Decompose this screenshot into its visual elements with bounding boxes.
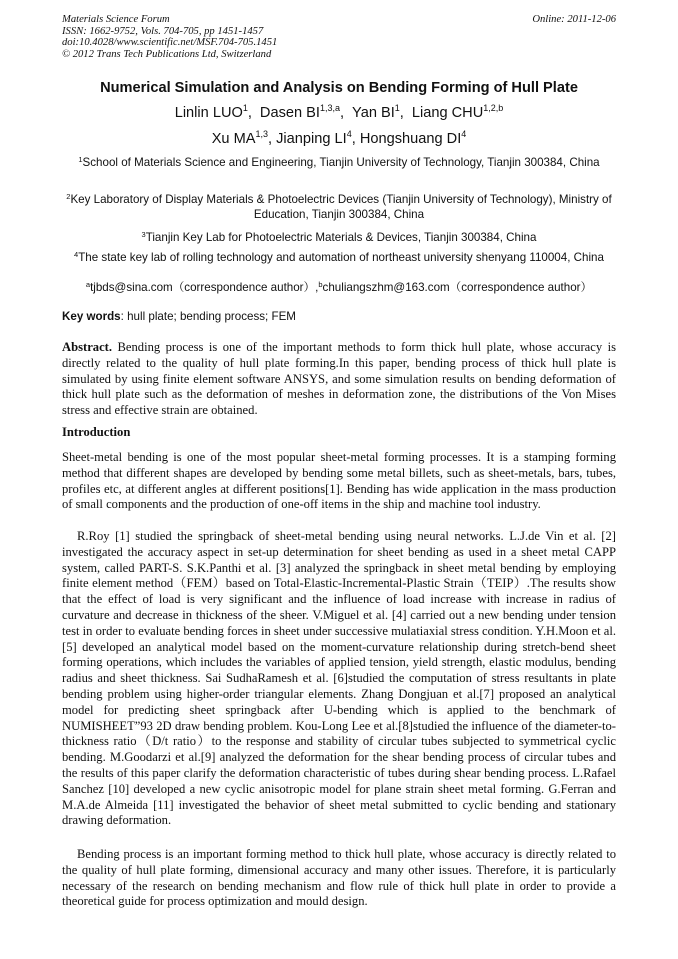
affiliation-text: School of Materials Science and Engineering, Tianjin University of Technology, Tianjin 300384, China [82, 156, 600, 169]
intro-paragraph-3: Bending process is an important forming method to thick hull plate, whose accuracy is directly related to the quality of hull plate forming, dimensional accuracy and many other issues. Therefore, it is particularly necessary of the research on bending mechanism and flow rule of thick hull plate in order to provide a theoretical guide for process optimization and mould design. [62, 847, 616, 909]
paper-title: Numerical Simulation and Analysis on Bending Forming of Hull Plate [100, 80, 578, 96]
abstract [62, 340, 616, 419]
author-name: Yan BI [352, 105, 395, 121]
author-sup: 1 [242, 103, 248, 113]
section-heading-introduction: Introduction [62, 425, 131, 439]
author-sup: 1,3,a [319, 103, 340, 113]
affiliation-1 [62, 155, 616, 170]
affiliation-text: Key Laboratory of Display Materials & Photoelectric Devices (Tianjin University of Technology), Ministry of Education, Tianjin 300384, China [70, 193, 612, 221]
journal-name: Materials Science Forum [62, 14, 170, 25]
author-sup: 1 [394, 103, 400, 113]
author-line-1: Linlin LUO$^1$, Dasen BI$^{1,3,a}$, Yan $BI^1$, Liang CHU$^{1,2,b}$ [174, 103, 504, 121]
affiliation-sup: 1 [78, 155, 83, 164]
online-date: Online: 2011-12-06 [532, 14, 616, 25]
journal-header [62, 14, 616, 60]
affiliation-sup: 3 [141, 230, 146, 239]
keywords-text: hull plate; bending process; FEM [127, 310, 296, 323]
keywords [62, 310, 616, 323]
email-sup-b: b [318, 280, 323, 289]
author-sup: 4 [346, 129, 352, 139]
issn-line: ISSN: 1662-9752, Vols. 704-705, pp 1451-1457 [62, 25, 264, 37]
author-sup: 1,3 [255, 129, 269, 139]
author-name: Liang CHU [411, 105, 484, 121]
doi-line: doi:10.4028/www.scientific.net/MSF.704-705.1451 [62, 37, 278, 49]
affiliation-2 [62, 192, 616, 222]
abstract-text: Bending process is one of the important methods to form thick hull plate, whose accuracy is directly related to the quality of hull plate forming.In this paper, bending process of thick hull plate is simulated by using finite element software ANSYS, and some simulation results on bending deformation of thick hull plate such as the deformation of meshes in deformation zone, the distributions of the Von Mises stress and effective strain are obtained. [62, 340, 616, 418]
author-name: Linlin LUO [174, 105, 243, 121]
affiliation-sup: 2 [66, 192, 71, 201]
copyright-line: © 2012 Trans Tech Publications Ltd, Switzerland [62, 48, 272, 60]
affiliation-sup: 4 [74, 250, 79, 259]
email-line [0, 279, 678, 295]
keywords-label: Key words [62, 310, 121, 323]
affiliation-text: The state key lab of rolling technology and automation of northeast university shenyang 110004, China [78, 251, 604, 264]
abstract-label: Abstract. [62, 340, 113, 354]
affiliation-text: Tianjin Key Lab for Photoelectric Materials & Devices, Tianjin 300384, China [145, 231, 537, 244]
author-sup: 1,2,b [483, 103, 504, 113]
keywords-sep: : [120, 310, 124, 323]
affiliation-4 [62, 250, 616, 265]
email-a[interactable]: tjbds@sina.com（correspondence author）, [90, 281, 319, 294]
author-name: Hongshuang DI [359, 131, 462, 147]
email-sup-a: a [85, 280, 91, 289]
author-name: Xu MA [211, 131, 256, 147]
author-sup: 4 [461, 129, 467, 139]
author-name: Jianping LI [276, 131, 347, 147]
intro-paragraph-1: Sheet-metal bending is one of the most popular sheet-metal forming processes. It is a stamping forming method that different shapes are developed by bending some metal billets, such as sheet-metals, bars, tubes, profiles etc, at different angles at different positions[1]. Bending has wide application in the mass production of small components and the production of one-off items in the ship and machine tool industry. [62, 450, 616, 512]
author-name: Dasen BI [259, 105, 320, 121]
affiliation-3 [62, 230, 616, 245]
author-line-2: Xu MA$^{1,3}$, Jianping $LI^4$, Hongshuang $DI^4$ [211, 129, 467, 147]
intro-paragraph-2: R.Roy [1] studied the springback of sheet-metal bending using neural networks. L.J.de Vin et al. [2] investigated the accuracy aspect in set-up determination for sheet bending as used in a sheet metal CAPP system, called PART-S. S.K.Panthi et al. [3] analyzed the springback in sheet metal bending by employing finite element method（FEM）based on Total-Elastic-Incremental-Plastic Strain（TEIP）.The results show that the effect of load is very significant and the influence of load increase with increase in radius of curvature and decrease in thickness of the sheer. V.Miguel et al. [4] carried out a new bending under tension test in order to evaluate bending forces in sheet under successive mulatiaxial stress condition. Y.H.Moon et al.[5] developed an analytical model based on the moment-curvature relationship during stretch-bend sheet forming operations, which includes the variables of applied tension, yield strength, elastic modulus, bending radius and sheet thickness. Sai SudhaRamesh et al. [6]studied the computation of stress resultants in plate bending problem using higher-order triangular elements. Zhang Dongjuan et al.[7] proposed an analytical model for predicting sheet springback after U-bending which is applied to the benchmark of NUMISHEET”93 2D draw bending problem. Kou-Long Lee et al.[8]studied the influence of the diameter-to-thickness ratio（D/t ratio）to the response and stability of circular tubes subjected to symmetrical cyclic bending. M.Goodarzi et al.[9] analyzed the deformation for the shear bending process of circular tubes and the results of this paper clarify the deformation characteristic of tubes during shear bending process. L.Rafael Sanchez [10] developed a new cyclic anisotropic model for plane strain sheet metal forming. G.Ferran and M.A.de Almeida [11] investigated the behavior of sheet metal submitted to cyclic bending and stationary drawing deformation. [62, 529, 616, 828]
email-b[interactable]: chuliangszhm@163.com（correspondence author） [322, 281, 593, 294]
